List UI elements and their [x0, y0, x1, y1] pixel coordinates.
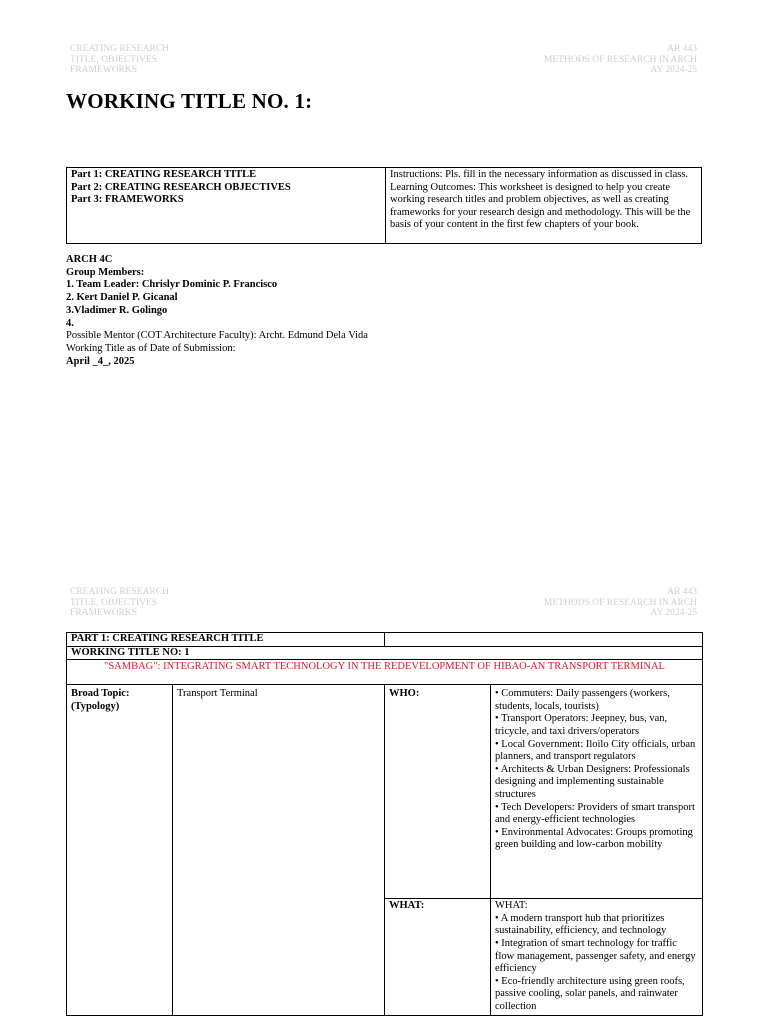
header-right-line: METHODS OF RESEARCH IN ARCH [543, 597, 697, 608]
instructions-cell [386, 168, 702, 244]
part-heading: PART 1: CREATING RESEARCH TITLE [71, 633, 264, 644]
header-right-line: AR 443 [667, 587, 697, 597]
header-left-line: CREATING RESEARCH [70, 587, 169, 597]
header-right-line: METHODS OF RESEARCH IN ARCH [543, 54, 697, 65]
mentor-text: Possible Mentor (COT Architecture Faculty): Archt. Edmund Dela Vida [66, 330, 368, 342]
typology-label: (Typology) [71, 700, 120, 712]
members-label: Group Members: [66, 266, 145, 278]
empty-cell [385, 633, 703, 647]
who-label-cell [385, 685, 491, 899]
broad-topic-label-cell [67, 685, 173, 1015]
broad-topic-label: Broad Topic: [71, 688, 130, 700]
broad-topic-value: Transport Terminal [177, 688, 258, 700]
what-heading: WHAT: [495, 900, 528, 912]
part-label: Part 1: CREATING RESEARCH TITLE [71, 169, 257, 180]
part-label: Part 3: FRAMEWORKS [71, 194, 184, 206]
who-list-item: • Commuters: Daily passengers (workers, students, locals, tourists) [495, 688, 670, 712]
instructions-text: Instructions: Pls. fill in the necessary information as discussed in class. [390, 169, 689, 180]
who-list-item: • Tech Developers: Providers of smart transport and energy-efficient technologies [495, 801, 695, 826]
broad-topic-value-cell [173, 685, 385, 1015]
member-item: 1. Team Leader: Chrislyr Dominic P. Francisco [66, 279, 278, 291]
member-item: 3.Vladimer R. Golingo [66, 304, 168, 316]
what-list-cell [491, 899, 703, 1015]
research-title-table [66, 632, 703, 1016]
running-header-right [544, 587, 697, 619]
who-list-item: • Local Government: Iloilo City officials, urban planners, and transport regulators [495, 738, 696, 763]
who-list-cell [491, 685, 703, 899]
what-list-item: • Eco-friendly architecture using green roofs, passive cooling, solar panels, and rainwater collection [495, 975, 685, 1012]
parts-cell [67, 168, 386, 244]
working-title-label: WORKING TITLE NO: 1 [71, 646, 190, 658]
who-list-item: • Environmental Advocates: Groups promoting green building and low-carbon mobility [495, 826, 693, 851]
page-title: WORKING TITLE NO. 1: [66, 89, 313, 113]
submission-date: April _4_, 2025 [66, 355, 135, 367]
what-label-cell [385, 899, 491, 1015]
member-item: 4. [66, 317, 74, 329]
running-header-right [544, 44, 697, 76]
parts-table [66, 167, 702, 244]
working-title-label: Working Title as of Date of Submission: [66, 342, 236, 354]
who-list-item: • Architects & Urban Designers: Professionals designing and implementing sustainable structures [495, 763, 690, 800]
what-label: WHAT: [389, 900, 425, 912]
research-title-text: "SAMBAG": INTEGRATING SMART TECHNOLOGY IN THE REDEVELOPMENT OF HIBAO-AN TRANSPORT TERMINAL [104, 661, 665, 673]
what-list-item: • A modern transport hub that prioritizes sustainability, efficiency, and technology [495, 912, 667, 937]
what-list-item: • Integration of smart technology for traffic flow management, passenger safety, and energy efficiency [495, 937, 696, 975]
header-left-line: TITLE, OBJECTIVES [70, 54, 158, 65]
part-heading-cell [67, 633, 385, 647]
who-label: WHO: [389, 688, 420, 700]
group-info [66, 254, 368, 368]
header-right-line: AY 2024-25 [650, 608, 697, 618]
header-left-line: CREATING RESEARCH [70, 44, 169, 54]
header-right-line: AR 443 [667, 44, 697, 54]
part-label: Part 2: CREATING RESEARCH OBJECTIVES [71, 181, 291, 193]
working-title-cell [67, 646, 703, 660]
who-list-item: • Transport Operators: Jeepney, bus, van, tricycle, and taxi drivers/operators [495, 713, 668, 737]
learning-outcomes-text: Learning Outcomes: This worksheet is designed to help you create working research titles and problem objectives, as well as creating frameworks for your research design and methodology. This will be the basis of your content in the first few chapters of your book. [390, 181, 691, 231]
header-left-line: FRAMEWORKS [70, 65, 138, 75]
research-title-cell [67, 660, 703, 685]
running-header-left [70, 587, 169, 619]
running-header-left [70, 44, 169, 76]
header-right-line: AY 2024-25 [650, 65, 697, 75]
section-label: ARCH 4C [66, 254, 113, 265]
header-left-line: FRAMEWORKS [70, 608, 138, 618]
member-item: 2. Kert Daniel P. Gicanal [66, 292, 178, 304]
header-left-line: TITLE, OBJECTIVES [70, 597, 158, 608]
